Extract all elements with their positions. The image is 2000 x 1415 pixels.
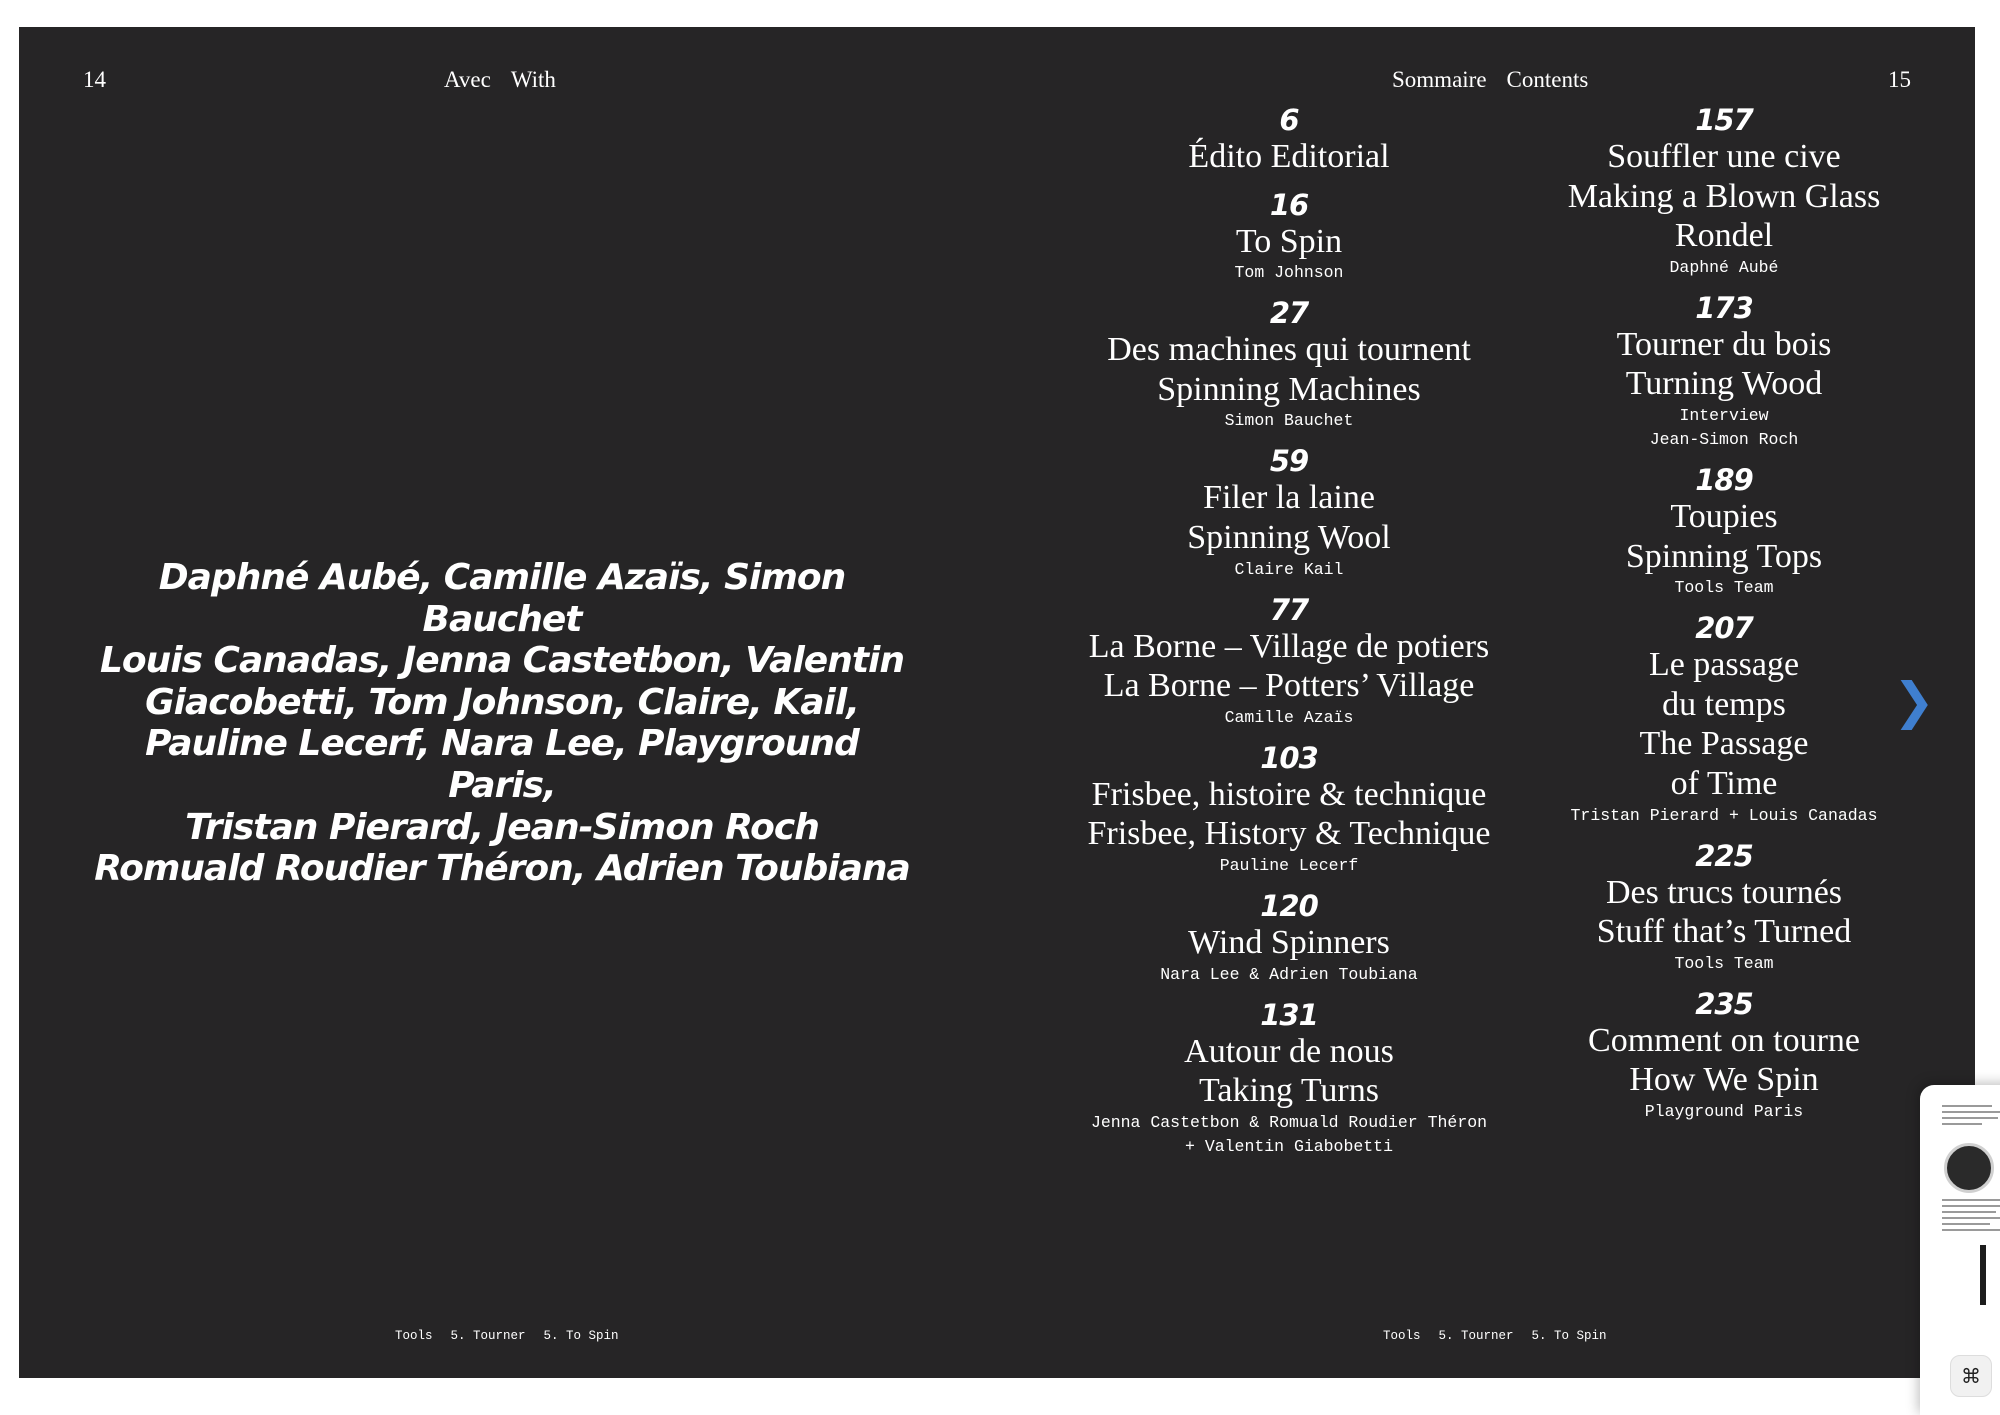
footer-item: 5. Tourner xyxy=(450,1329,526,1343)
toc-author: Jenna Castetbon & Romuald Roudier Théron xyxy=(1090,1112,1488,1132)
toc-title: Making a Blown Glass xyxy=(1567,177,1881,215)
toc-title: How We Spin xyxy=(1629,1061,1819,1099)
toc-entry[interactable] xyxy=(1509,611,1939,827)
toc-title: La Borne – Village de potiers xyxy=(1088,627,1490,665)
toc-page-number: 59 xyxy=(1269,444,1309,479)
thumbnail-text-line xyxy=(1942,1123,1982,1125)
toc-page-number: 235 xyxy=(1695,986,1753,1021)
toc-author: Tools Team xyxy=(1674,953,1774,973)
thumbnail-text-line xyxy=(1942,1229,2000,1231)
contributors-line: Giacobetti, Tom Johnson, Claire, Kail, xyxy=(145,681,859,723)
toc-page-number: 77 xyxy=(1269,592,1309,627)
contributors-list xyxy=(87,557,917,890)
thumbnail-text-line xyxy=(1942,1205,2000,1207)
toc-entry[interactable] xyxy=(1054,741,1524,878)
toc-title: Édito Editorial xyxy=(1188,138,1390,175)
right-footer xyxy=(1383,1329,1625,1343)
running-head-en: With xyxy=(510,67,556,92)
toc-page-number: 173 xyxy=(1695,290,1753,325)
toc-entry[interactable] xyxy=(1509,987,1939,1124)
toc-title: du temps xyxy=(1662,685,1786,723)
toc-author: Claire Kail xyxy=(1234,559,1344,579)
toc-column-2 xyxy=(1509,103,1939,1135)
toc-entry[interactable] xyxy=(1054,998,1524,1159)
thumbnail-text-line xyxy=(1942,1105,1992,1107)
toc-entry[interactable] xyxy=(1054,296,1524,433)
running-head-en: Contents xyxy=(1506,67,1589,92)
toc-page-number: 207 xyxy=(1695,611,1753,646)
toc-author: Camille Azaïs xyxy=(1224,707,1354,727)
page-thumbnail[interactable] xyxy=(1938,1099,2000,1249)
footer-item: 5. To Spin xyxy=(1531,1329,1607,1343)
toc-author: Simon Bauchet xyxy=(1224,411,1354,431)
contributors-line: Romuald Roudier Théron, Adrien Toubiana xyxy=(94,848,910,890)
toc-entry[interactable] xyxy=(1509,103,1939,280)
contributors-line: Pauline Lecerf, Nara Lee, Playground Paris, xyxy=(145,723,859,806)
toc-title: Rondel xyxy=(1674,217,1774,255)
left-footer xyxy=(395,1329,637,1343)
toc-author: Interview xyxy=(1679,405,1769,425)
toc-entry[interactable] xyxy=(1509,463,1939,600)
toc-entry[interactable] xyxy=(1509,839,1939,976)
contributors-line: Louis Canadas, Jenna Castetbon, Valentin xyxy=(99,640,905,682)
toc-page-number: 6 xyxy=(1279,103,1299,137)
toc-title: Spinning Machines xyxy=(1157,370,1421,408)
toc-title: Wind Spinners xyxy=(1188,923,1390,961)
toc-page-number: 16 xyxy=(1269,187,1309,222)
thumbnail-text-line xyxy=(1942,1117,1998,1119)
thumbnail-text-line xyxy=(1942,1223,1990,1225)
toc-title: Souffler une cive xyxy=(1607,138,1841,175)
left-page-number: 14 xyxy=(83,67,106,92)
toc-title: Spinning Wool xyxy=(1187,518,1391,556)
toc-entry[interactable] xyxy=(1054,188,1524,286)
toc-page-number: 27 xyxy=(1269,296,1309,331)
toc-page-number: 225 xyxy=(1695,838,1753,873)
toc-title: Frisbee, histoire & technique xyxy=(1091,775,1487,813)
right-page-number: 15 xyxy=(1888,67,1911,92)
toc-author: Jean-Simon Roch xyxy=(1649,429,1799,449)
toc-author: Tools Team xyxy=(1674,578,1774,598)
thumbnail-text-line xyxy=(1942,1111,2000,1113)
toc-title: Tourner du bois xyxy=(1616,325,1832,363)
toc-entry[interactable] xyxy=(1509,291,1939,452)
toc-entry[interactable] xyxy=(1054,889,1524,987)
toc-title: Comment on tourne xyxy=(1588,1021,1860,1059)
footer-item: 5. Tourner xyxy=(1438,1329,1514,1343)
toc-entry[interactable] xyxy=(1054,444,1524,581)
toc-author: Playground Paris xyxy=(1644,1101,1804,1121)
thumbnail-image xyxy=(1980,1245,1986,1305)
toc-title: of Time xyxy=(1670,764,1778,802)
toc-title: To Spin xyxy=(1235,222,1343,260)
toc-title: The Passage xyxy=(1639,725,1809,763)
left-running-head xyxy=(444,67,556,93)
toc-title: Stuff that’s Turned xyxy=(1596,913,1852,951)
toc-author: Pauline Lecerf xyxy=(1219,855,1359,875)
toc-entry[interactable] xyxy=(1054,103,1524,177)
running-head-fr: Sommaire xyxy=(1392,67,1487,92)
toc-title: Des trucs tournés xyxy=(1605,873,1843,911)
toc-author: Daphné Aubé xyxy=(1669,257,1779,277)
toc-title: Taking Turns xyxy=(1199,1072,1379,1110)
toc-author: Tom Johnson xyxy=(1234,263,1344,283)
toc-page-number: 120 xyxy=(1260,888,1318,923)
toc-author: + Valentin Giabobetti xyxy=(1185,1136,1393,1156)
toc-page-number: 131 xyxy=(1260,997,1318,1032)
toc-author: Tristan Pierard + Louis Canadas xyxy=(1570,805,1878,825)
thumbnail-text-line xyxy=(1942,1199,2000,1201)
toc-page-number: 103 xyxy=(1260,740,1318,775)
right-running-head xyxy=(1392,67,1588,93)
footer-item: 5. To Spin xyxy=(543,1329,619,1343)
next-page-arrow-icon[interactable]: ❯ xyxy=(1893,672,1935,730)
thumbnail-text-line xyxy=(1942,1217,2000,1219)
thumbnail-panel[interactable] xyxy=(1920,1085,2000,1415)
thumbnail-image xyxy=(1944,1143,1994,1193)
toc-author: Nara Lee & Adrien Toubiana xyxy=(1160,964,1418,984)
contributors-line: Tristan Pierard, Jean-Simon Roch xyxy=(185,806,819,848)
magazine-spread xyxy=(19,27,1975,1378)
running-head-fr: Avec xyxy=(444,67,491,92)
command-key-icon[interactable]: ⌘ xyxy=(1950,1355,1992,1397)
toc-title: Toupies xyxy=(1670,497,1778,535)
contributors-line: Daphné Aubé, Camille Azaïs, Simon Bauchet xyxy=(158,557,846,640)
footer-item: Tools xyxy=(395,1329,433,1343)
footer-item: Tools xyxy=(1383,1329,1421,1343)
toc-title: Autour de nous xyxy=(1184,1032,1394,1070)
toc-page-number: 157 xyxy=(1695,103,1753,137)
toc-title: Filer la laine xyxy=(1203,479,1375,517)
toc-title: Le passage xyxy=(1648,646,1800,684)
toc-page-number: 189 xyxy=(1695,462,1753,497)
toc-title: La Borne – Potters’ Village xyxy=(1103,667,1475,705)
toc-column-1 xyxy=(1054,103,1524,1170)
toc-entry[interactable] xyxy=(1054,593,1524,730)
toc-title: Turning Wood xyxy=(1625,365,1823,403)
toc-title: Frisbee, History & Technique xyxy=(1087,815,1491,853)
thumbnail-text-line xyxy=(1942,1211,1996,1213)
toc-title: Des machines qui tournent xyxy=(1107,331,1471,369)
toc-title: Spinning Tops xyxy=(1625,537,1823,575)
